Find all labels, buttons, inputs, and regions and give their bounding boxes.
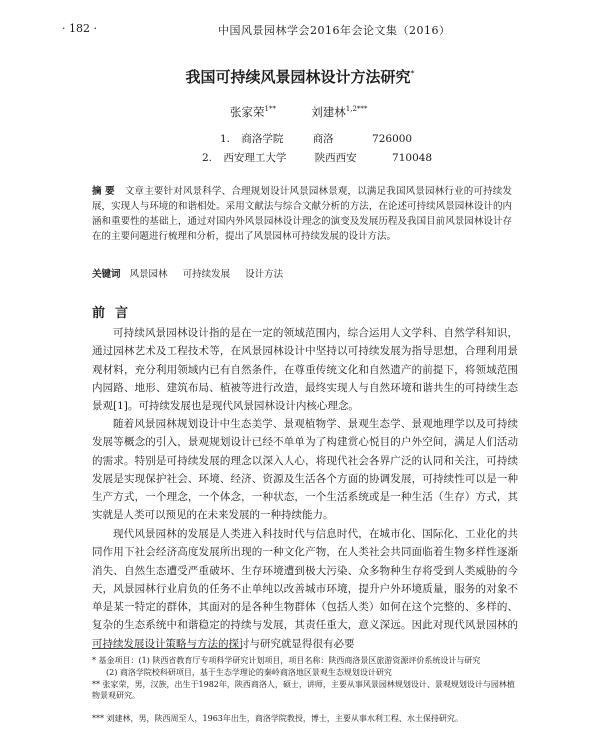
footnote: (2) 商洛学院校科研项目，基于生态学理论的秦岭商洛地区景观生态规划设计研究 [106, 668, 392, 677]
affiliation-postcode: 726000 [372, 133, 413, 145]
footnote: * 基金项目：(1) 陕西省教育厅专项科学研究计划项目，项目名称：陕西商洛景区旅游资源评价系统设计与研究 [92, 656, 481, 665]
keyword: 风景园林 [129, 269, 168, 280]
affiliation [202, 150, 432, 165]
affiliation [220, 131, 412, 146]
footnote: *** 刘建林，男，陕西周至人，1963年出生，商洛学院教授，博士，主要从事水利工程、水土保持研究。 [92, 714, 463, 723]
keywords [92, 266, 512, 280]
page-number: · 182 · [62, 22, 97, 35]
body-paragraph: 随着风景园林规划设计中生态美学、景观植物学、景观生态学、景观地理学以及可持续发展等概念的引入，景观规划设计已经不单单为了构建赏心悦目的户外空间，满足人们活动的需求。特别是可持续发展的理念以深入人心，将现代社会各界广泛的认同和关注，可持续发展是实现保护社会、环境、经济、资源及生活各个方面的协调发展，可持续性可以是一种生产方式，一个理念，一个体念，一种状态，一个生活系统或是一种生活（生存）方式，其实就是人类可以预见的在未来发展的一种持续能力。 [92, 418, 518, 522]
section-heading: 前言 [92, 306, 139, 321]
author-note: 1** [264, 105, 276, 114]
author-note: 1,2*** [345, 105, 368, 114]
affiliation-city: 陕西西安 [314, 152, 357, 164]
title-footnote-mark: * [410, 69, 415, 78]
footnote: ** 张家荣，男，汉族，出生于1982年，陕西商洛人，硕士，讲师，主要从事风景园林规划设计、景观规划设计与园林植物景观研究。 [92, 680, 515, 700]
abstract-label: 摘 要 [92, 186, 115, 197]
affiliation-institution: 商洛学院 [241, 133, 284, 145]
keyword: 设计方法 [245, 269, 284, 280]
body-paragraph: 可持续风景园林设计指的是在一定的领域范围内，综合运用人文学科、自然学科知识，通过园林艺术及工程技术等，在风景园林设计中坚持以可持续发展为指导思想，合理利用景观材料，充分利用领域内已有自然条件，在尊重传统文化和自然遗产的前提下，将领域范围内园路、地形、建筑布局、植被等进行改造，最终实现人与自然环境和谐共生的可持续生态景观[1]。可持续发展也是现代风景园林设计内核心理念。 [92, 327, 518, 413]
body-paragraph: 现代风景园林的发展是人类进入科技时代与信息时代，在城市化、国际化、工业化的共同作用下社会经济高度发展所出现的一种文化产物，在人类社会共同面临着生物多样性逐渐消失、自然生态遭受严重破坏、生存环境遭到极大污染、众多物种生存将受到人类威胁的今天，风景园林行业肩负的任务不止单纯以改善城市环境，提升户外环境质量，服务的对象不单是某一特定的群体，其面对的是各种生物群体（包括人类）如何在这个完整的、多样的、复杂的生态系统中和谐稳定的持续与发展，其责任重大，意义深远。因此对现代风景园林的可持续发展设计策略与方法的探讨与研究就显得很有必要 [92, 528, 518, 650]
running-header [62, 22, 548, 40]
abstract-text: 文章主要针对风景科学、合理规划设计风景园林景观，以满足我国风景园林行业的可持续发展，实现人与环境的和谐相处。采用文献法与综合文献分析的方法，在论述可持续风景园林设计的内涵和重要性的基础上，通过对国内外风景园林设计理念的演变及发展历程及我国目前风景园林设计存在的主要问题进行梳理和分析，提出了风景园林可持续发展的设计方法。 [92, 186, 512, 242]
affiliation-postcode: 710048 [392, 152, 433, 164]
footnote-rule [92, 648, 242, 649]
keyword: 可持续发展 [182, 269, 231, 280]
affiliation-city: 商洛 [312, 133, 334, 145]
affiliation-institution: 西安理工大学 [223, 152, 287, 164]
author-list [230, 104, 367, 120]
author-name: 刘建林 [311, 105, 346, 119]
paper-title [0, 66, 600, 87]
affiliation-number: 2. [202, 152, 213, 164]
keywords-label: 关键词 [92, 269, 121, 280]
paper-title-text: 我国可持续风景园林设计方法研究 [185, 68, 411, 86]
author-name: 张家荣 [230, 105, 265, 119]
running-header-title: 中国风景园林学会2016年会论文集（2016） [218, 24, 451, 37]
abstract [92, 184, 512, 244]
affiliation-number: 1. [220, 133, 231, 145]
